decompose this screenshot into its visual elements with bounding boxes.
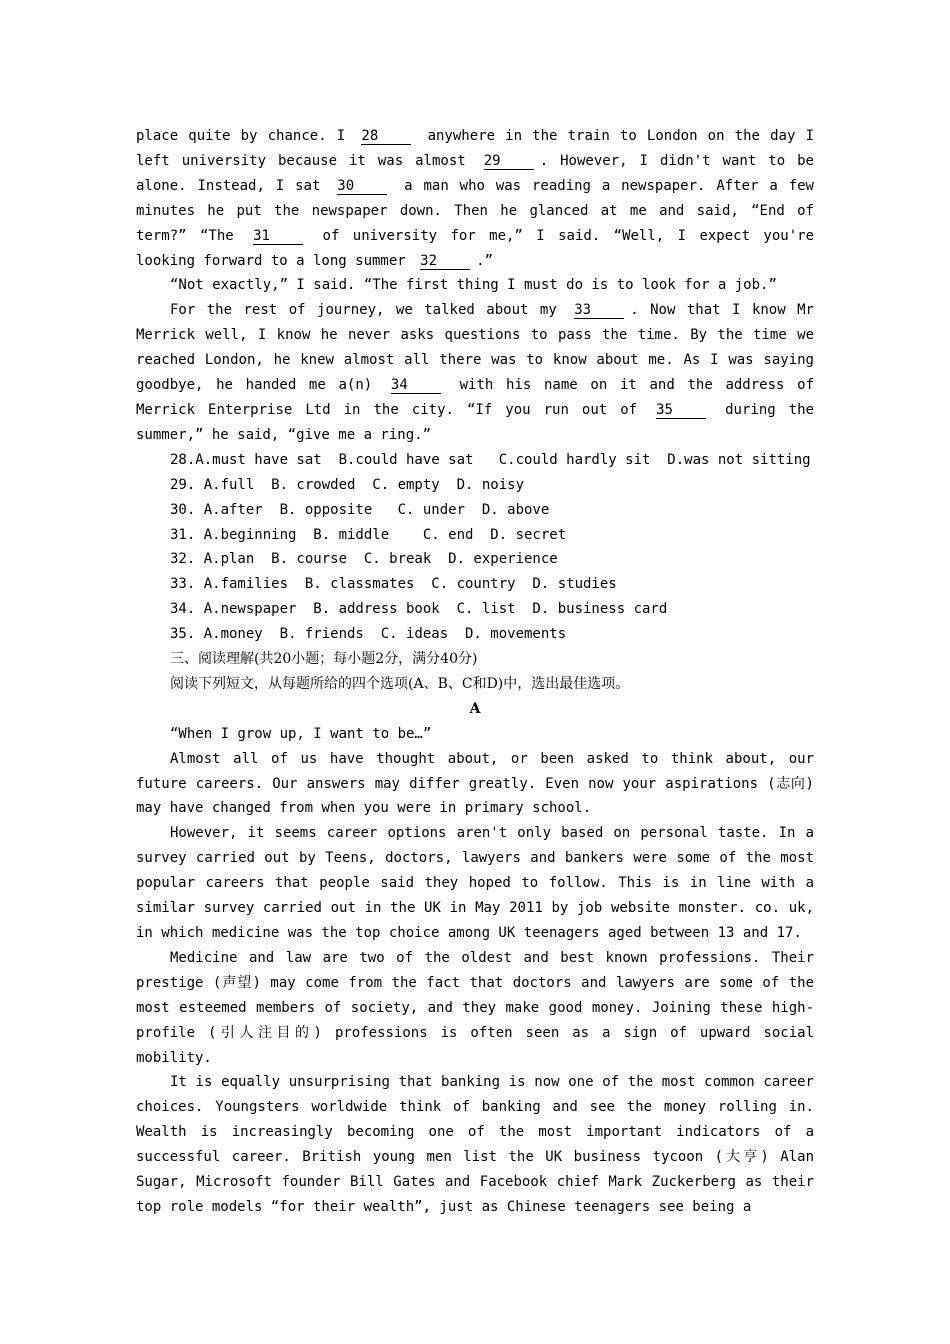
blank-31: 31 — [253, 228, 303, 245]
blank-34: 34 — [391, 377, 441, 394]
document-page — [136, 124, 814, 1220]
passage-label: A — [469, 700, 481, 717]
cloze-paragraph-3: For the rest of journey, we talked about my 33 . Now that I know Mr Merrick well, I know he never asks questions to pass the time. By the time we reached London, he knew almost all there was to know about me. As I was saying goodbye, he handed me a(n) 34 with his name on it and the address of Merrick Enterprise Ltd in the city. “If you run out of 35 during the summer,” he said, “give me a ring.” — [136, 302, 815, 443]
blank-29: 29 — [484, 153, 534, 170]
reading-paragraph: Almost all of us have thought about, or been asked to think about, our future careers. Our answers may differ greatly. Even now your aspirations (志向) may have changed from when you were in primary school. — [136, 750, 814, 817]
option-line-35: 35. A.money B. friends C. ideas D. movements — [170, 626, 567, 643]
blank-35: 35 — [656, 402, 706, 419]
option-line-29: 29. A.full B. crowded C. empty D. noisy — [170, 476, 525, 493]
blank-28: 28 — [361, 128, 411, 145]
option-line-31: 31. A.beginning B. middle C. end D. secret — [170, 526, 567, 543]
blank-30: 30 — [337, 178, 387, 195]
reading-paragraph: Medicine and law are two of the oldest and best known professions. Their prestige (声望) may come from the fact that doctors and lawyers are some of the most esteemed members of society, and they make good money. Joining these high-profile (引人注目的) professions is often seen as a sign of upward social mobility. — [136, 949, 814, 1066]
option-line-30: 30. A.after B. opposite C. under D. above — [170, 501, 550, 518]
blank-33: 33 — [574, 302, 624, 319]
reading-paragraph: It is equally unsurprising that banking is now one of the most common career choices. Youngsters worldwide think of banking and see the money rolling in. Wealth is increasingly becoming one of the most important indicators of a successful career. British young men list the UK business tycoon (大亨) Alan Sugar, Microsoft founder Bill Gates and Facebook chief Mark Zuckerberg as their top role models “for their wealth”, just as Chinese teenagers see being a — [136, 1074, 814, 1215]
option-line-32: 32. A.plan B. course C. break D. experience — [170, 551, 558, 568]
option-line-33: 33. A.families B. classmates C. country D. studies — [170, 576, 617, 593]
cloze-paragraph-1: place quite by chance. I 28 anywhere in the train to London on the day I left university because it was almost 29 . However, I didn't want to be alone. Instead, I sat 30 a man who was reading a newspaper. After a few minutes he put the newspaper down. Then he glanced at me and said, “End of term?” “The 31 of university for me,” I said. “Well, I expect you're looking forward to a long summer 32 .” — [136, 128, 814, 269]
reading-paragraph: “When I grow up, I want to be…” — [170, 725, 432, 742]
option-line-34: 34. A.newspaper B. address book C. list D. business card — [170, 601, 668, 618]
reading-paragraph: However, it seems career options aren't only based on personal taste. In a survey carried out by Teens, doctors, lawyers and bankers were some of the most popular careers that people said they hoped to follow. This is in line with a similar survey carried out in the UK in May 2011 by job website monster. co. uk, in which medicine was the top choice among UK teenagers aged between 13 and 17. — [136, 825, 814, 941]
section-instruction: 阅读下列短文，从每题所给的四个选项(A、B、C和D)中，选出最佳选项。 — [170, 675, 630, 692]
option-line-28: 28.A.must have sat B.could have sat C.could hardly sit D.was not sitting — [170, 451, 811, 468]
cloze-paragraph-2: “Not exactly,” I said. “The first thing I must do is to look for a job.” — [170, 277, 777, 294]
section-title: 三、阅读理解(共20小题；每小题2分，满分40分) — [170, 651, 478, 668]
blank-32: 32 — [420, 253, 470, 270]
cloze-options — [136, 448, 814, 647]
